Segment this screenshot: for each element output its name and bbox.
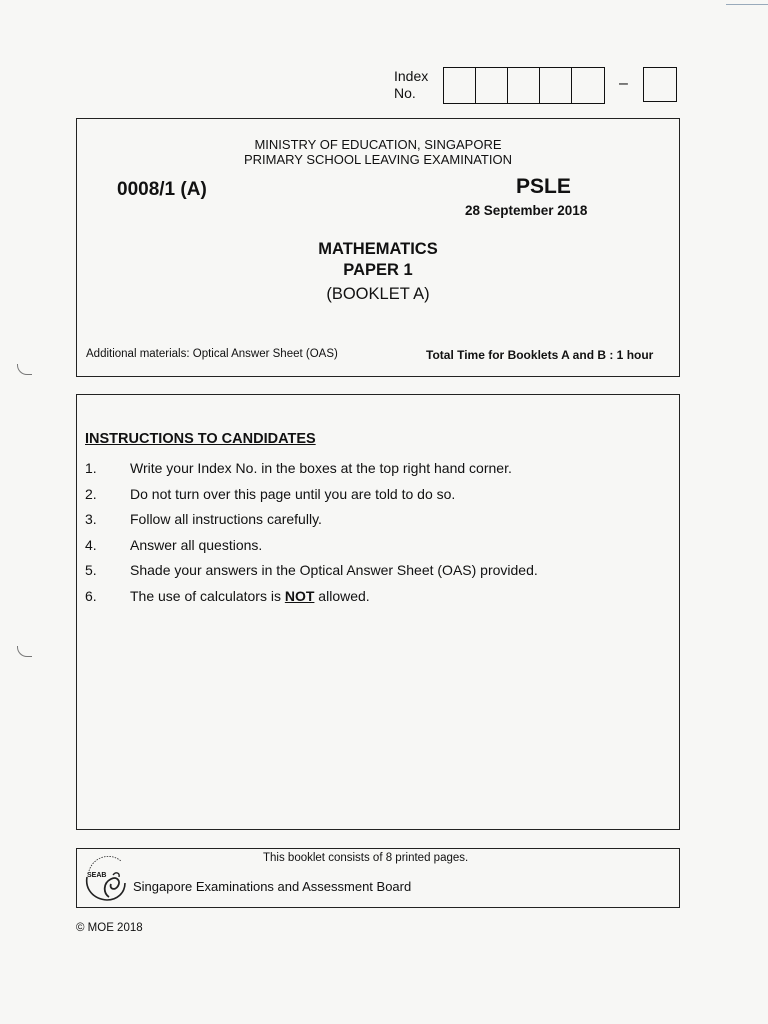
index-digit-box[interactable] [508, 68, 540, 103]
exam-short-title: PSLE [516, 175, 571, 198]
paper-code: 0008/1 (A) [117, 179, 207, 200]
exam-date: 28 September 2018 [465, 203, 588, 218]
index-digit-box[interactable] [540, 68, 572, 103]
subject-title: MATHEMATICS PAPER 1 [318, 240, 438, 279]
scan-artifact [17, 646, 32, 657]
footer-box [76, 848, 680, 908]
index-no-label: Index No. [394, 68, 429, 101]
cover-header-box [76, 118, 680, 377]
additional-materials: Additional materials: Optical Answer Sheet (OAS) [86, 348, 338, 360]
scan-artifact [726, 4, 768, 5]
board-name: Singapore Examinations and Assessment Board [133, 879, 412, 894]
scan-artifact [17, 364, 32, 375]
pages-note: This booklet consists of 8 printed pages. [263, 852, 469, 864]
index-digit-box[interactable] [476, 68, 508, 103]
index-digit-box[interactable] [444, 68, 476, 103]
instructions-heading: INSTRUCTIONS TO CANDIDATES [85, 431, 316, 447]
copyright: © MOE 2018 [76, 922, 143, 934]
index-digit-box[interactable] [572, 68, 604, 103]
index-check-box[interactable] [643, 67, 677, 102]
instructions-box: INSTRUCTIONS TO CANDIDATES 1. Write your Index No. in the boxes at the top right hand corner. 2. Do not turn over this page until you are told to do so. 3. Follow all instructions carefully. 4. Answer all questions. 5. Shade your answers in the Optical Answer Sheet (OAS) provided. 6. The use of calculators is NOT allowed. [76, 394, 680, 830]
seab-logo-text: SEAB [87, 872, 107, 879]
ministry-heading: MINISTRY OF EDUCATION, SINGAPORE PRIMARY SCHOOL LEAVING EXAMINATION [243, 137, 512, 167]
total-time: Total Time for Booklets A and B : 1 hour [426, 348, 654, 362]
booklet-label: (BOOKLET A) [326, 285, 430, 303]
seab-logo-icon [83, 853, 131, 903]
index-dash: – [619, 75, 628, 92]
emphasis-not: NOT [284, 587, 315, 604]
index-no-boxes[interactable] [443, 67, 605, 104]
